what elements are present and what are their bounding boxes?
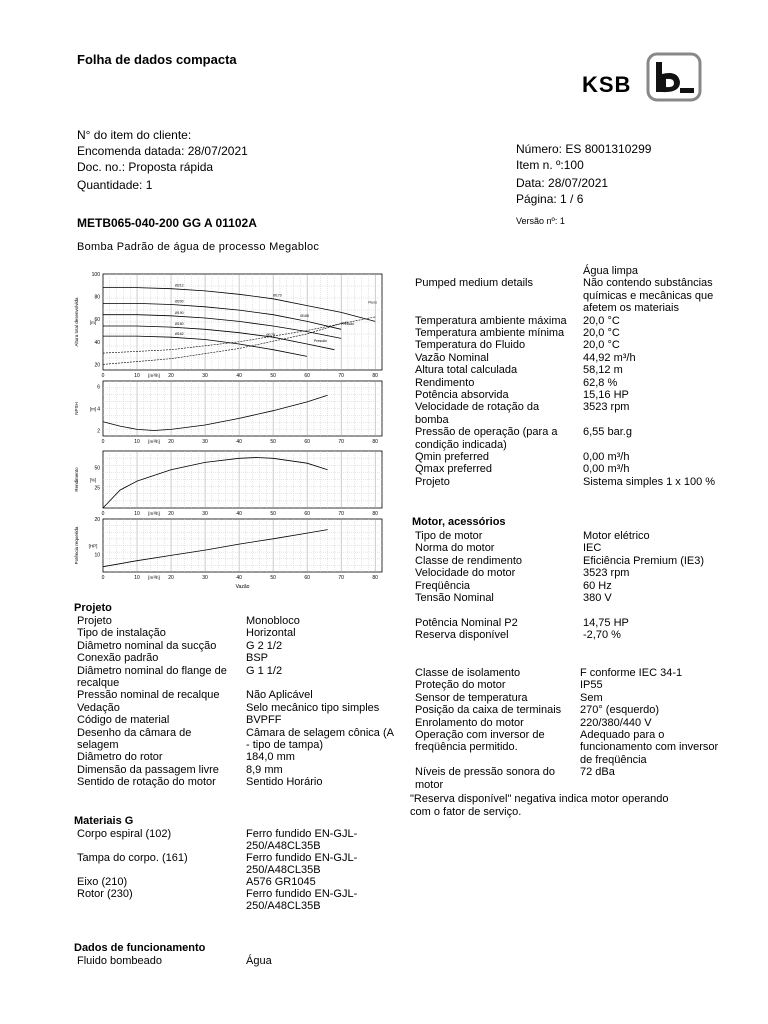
- row-value: 184,0 mm: [246, 751, 295, 764]
- row-value: Não contendo substâncias: [583, 277, 713, 290]
- x-tick-label: 80: [372, 439, 378, 445]
- y-axis-label: Altura total desenvolvida: [74, 297, 79, 347]
- materiais-table: [77, 828, 407, 923]
- row-value: 0,00 m³/h: [583, 451, 630, 463]
- row-label: Níveis de pressão sonora do: [415, 766, 556, 779]
- funcionamento-table: [77, 955, 407, 975]
- row-label: Vazão Nominal: [415, 351, 489, 364]
- curve-label: Ø178: [266, 333, 275, 338]
- row-label: condição indicada): [415, 438, 507, 451]
- x-unit-label: [m³/h]: [148, 439, 160, 444]
- y-tick-label: 50: [94, 465, 100, 472]
- x-tick-label: 60: [304, 511, 310, 517]
- row-label: Pumped medium details: [415, 277, 534, 290]
- logo-mark-icon: [644, 52, 704, 102]
- logo-text: KSB: [582, 72, 632, 97]
- row-label: Pressão de operação (para a: [415, 426, 558, 439]
- x-tick-label: 40: [236, 439, 242, 445]
- projeto-heading: Projeto: [74, 602, 112, 614]
- motor-table-1: [415, 530, 755, 610]
- x-tick-label: 30: [202, 373, 208, 379]
- item-no: Item n. º:100: [516, 158, 584, 172]
- chart-frame: [103, 519, 382, 572]
- row-label: Classe de isolamento: [415, 667, 521, 679]
- x-axis-label: Vazão: [235, 584, 250, 590]
- x-tick-label: 60: [304, 373, 310, 379]
- row-value: - tipo de tampa): [246, 739, 324, 751]
- row-label: Tensão Nominal: [415, 592, 494, 604]
- y-tick-label: 100: [91, 272, 100, 278]
- x-tick-label: 80: [372, 373, 378, 379]
- row-value: 20,0 °C: [583, 339, 620, 352]
- row-label: Freqüência: [415, 579, 471, 592]
- row-label: Pressão nominal de recalque: [77, 689, 220, 702]
- y-unit-label: [m]: [89, 406, 97, 412]
- doc-no: Doc. no.: Proposta rápida: [77, 160, 214, 174]
- y-axis-label: NPSH: [74, 402, 79, 415]
- y-axis-label: Rendimento: [74, 467, 79, 492]
- series-label: Ø212: [175, 283, 184, 288]
- x-tick-label: 70: [338, 575, 344, 581]
- x-tick-label: 30: [202, 575, 208, 581]
- motor-table-3: [415, 667, 755, 797]
- row-value: 72 dBa: [580, 766, 615, 779]
- x-tick-label: 0: [101, 373, 105, 379]
- motor-note-line1: "Reserva disponível" negativa indica motor operando: [410, 793, 669, 805]
- row-label: Eixo (210): [77, 876, 128, 888]
- quantity: Quantidade: 1: [77, 178, 153, 192]
- x-tick-label: 0: [101, 575, 105, 581]
- row-value: Sistema simples 1 x 100 %: [583, 475, 716, 488]
- x-tick-label: 10: [134, 439, 140, 445]
- x-unit-label: [m³/h]: [148, 373, 160, 378]
- motor-note: [410, 793, 669, 819]
- row-value: BVPFF: [246, 714, 282, 727]
- row-label: Fluido bombeado: [77, 955, 163, 967]
- row-value: IP55: [580, 679, 603, 692]
- y-tick-label: 80: [94, 294, 100, 301]
- row-value: Ferro fundido EN-GJL-: [246, 852, 358, 864]
- series-label: Ø180: [175, 322, 184, 327]
- row-value: 250/A48CL35B: [246, 840, 321, 852]
- row-label: Norma do motor: [415, 542, 495, 555]
- row-value: Ferro fundido EN-GJL-: [246, 888, 358, 900]
- row-label: bomba: [415, 413, 449, 426]
- x-unit-label: [m³/h]: [148, 511, 160, 516]
- system-curve-label: Pressão: [341, 321, 355, 326]
- y-tick-label: 4: [97, 406, 100, 413]
- row-value: Monobloco: [246, 615, 300, 627]
- page-title: Folha de dados compacta: [77, 52, 237, 67]
- row-value: 20,0 °C: [583, 314, 620, 327]
- row-label: Tipo de instalação: [77, 627, 166, 640]
- x-tick-label: 50: [270, 511, 276, 517]
- row-value: 250/A48CL35B: [246, 864, 321, 876]
- row-value: G 1 1/2: [246, 664, 283, 677]
- x-tick-label: 50: [270, 373, 276, 379]
- y-tick-label: 25: [94, 485, 100, 492]
- row-value: 58,12 m: [583, 364, 623, 377]
- y-unit-label: [m]: [89, 320, 97, 325]
- row-label: selagem: [77, 739, 119, 751]
- pump-subtitle: Bomba Padrão de água de processo Megabloc: [77, 241, 320, 253]
- header-right: [516, 141, 651, 207]
- series-label: Ø200: [175, 299, 184, 304]
- row-label: freqüência permitido.: [415, 741, 518, 754]
- x-tick-label: 0: [101, 511, 105, 517]
- series-line: [103, 395, 328, 430]
- motor-heading: Motor, acessórios: [412, 516, 506, 528]
- client-item: N° do item do cliente:: [77, 128, 192, 142]
- row-value: 380 V: [583, 592, 612, 604]
- row-label: Velocidade do motor: [415, 567, 516, 580]
- row-label: Corpo espiral (102): [77, 828, 172, 840]
- row-label: Diâmetro nominal da sucção: [77, 639, 217, 652]
- series-line: [103, 530, 328, 567]
- row-value: Eficiência Premium (IE3): [583, 554, 705, 567]
- row-label: Reserva disponível: [415, 629, 509, 642]
- row-label: Desenho da câmara de: [77, 726, 192, 739]
- header-left: [77, 127, 248, 193]
- x-tick-label: 50: [270, 575, 276, 581]
- date: Data: 28/07/2021: [516, 176, 609, 190]
- row-value: 0,00 m³/h: [583, 463, 630, 476]
- row-value: 8,9 mm: [246, 763, 283, 776]
- x-tick-label: 10: [134, 373, 140, 379]
- row-value: afetem os materiais: [583, 302, 679, 315]
- model-code: METB065-040-200 GG A 01102A: [77, 216, 257, 230]
- x-tick-label: 80: [372, 575, 378, 581]
- row-label: Proteção do motor: [415, 679, 506, 692]
- row-value: 3523 rpm: [583, 401, 630, 414]
- row-label: Posição da caixa de terminais: [415, 704, 562, 717]
- motor-table-2: [415, 617, 755, 647]
- order-date: Encomenda datada: 28/07/2021: [77, 144, 248, 158]
- row-value: 270° (esquerdo): [580, 704, 660, 717]
- x-tick-label: 30: [202, 439, 208, 445]
- row-value: Câmara de selagem cônica (A: [246, 726, 394, 739]
- row-label: Operação com inversor de: [415, 729, 545, 741]
- number: Número: ES 8001310299: [516, 142, 652, 156]
- curve-label: Ø168: [300, 313, 309, 318]
- row-label: Conexão padrão: [77, 652, 159, 665]
- row-label: Sensor de temperatura: [415, 691, 528, 704]
- row-label: Sentido de rotação do motor: [77, 776, 216, 789]
- row-label: Classe de rendimento: [415, 554, 523, 567]
- row-value: Horizontal: [246, 627, 296, 640]
- medium-data-table: [415, 265, 755, 495]
- row-value: 20,0 °C: [583, 327, 620, 339]
- x-tick-label: 20: [168, 511, 174, 517]
- row-value: de freqüência: [580, 753, 647, 766]
- series-label: Ø162: [175, 332, 184, 337]
- row-value: 3523 rpm: [583, 567, 630, 580]
- row-value: F conforme IEC 34-1: [580, 667, 683, 679]
- y-axis-label: Potência requerida: [74, 526, 79, 565]
- row-value: 15,16 HP: [583, 389, 629, 401]
- system-curve-label: Pressão: [313, 338, 327, 343]
- row-value: Ferro fundido EN-GJL-: [246, 828, 358, 840]
- x-tick-label: 20: [168, 575, 174, 581]
- row-label: Diâmetro do rotor: [77, 751, 163, 764]
- row-label: Projeto: [415, 475, 450, 488]
- y-tick-label: 10: [94, 552, 100, 559]
- row-value: 6,55 bar.g: [583, 426, 632, 439]
- x-tick-label: 70: [338, 439, 344, 445]
- row-label: motor: [415, 778, 444, 791]
- x-tick-label: 0: [101, 439, 105, 445]
- row-label: Potência Nominal P2: [415, 617, 518, 629]
- projeto-table: [77, 615, 407, 795]
- ksb-logo: [582, 52, 704, 102]
- series-label: Ø190: [175, 310, 184, 315]
- row-value: Motor elétrico: [583, 530, 650, 542]
- row-value: 60 Hz: [583, 579, 612, 592]
- x-tick-label: 70: [338, 511, 344, 517]
- y-tick-label: 20: [94, 362, 100, 369]
- row-label: Dimensão da passagem livre: [77, 763, 219, 776]
- row-label: Enrolamento do motor: [415, 716, 524, 729]
- row-label: Código de material: [77, 714, 170, 727]
- row-label: Diâmetro nominal do flange de: [77, 664, 227, 677]
- row-value: G 2 1/2: [246, 639, 283, 652]
- funcionamento-heading: Dados de funcionamento: [74, 942, 206, 954]
- curve-label: Ø170: [273, 293, 282, 298]
- row-label: Rotor (230): [77, 888, 133, 900]
- row-value: químicas e mecânicas que: [583, 289, 714, 302]
- chart-frame: [103, 381, 382, 436]
- row-label: Projeto: [77, 615, 112, 627]
- x-tick-label: 50: [270, 439, 276, 445]
- x-tick-label: 30: [202, 511, 208, 517]
- x-tick-label: 10: [134, 511, 140, 517]
- y-unit-label: [HP]: [88, 543, 98, 549]
- row-value: Adequado para o: [580, 729, 665, 741]
- y-unit-label: [%]: [89, 477, 97, 483]
- row-value: 62,8 %: [583, 376, 618, 389]
- y-tick-label: 40: [94, 339, 100, 346]
- row-label: recalque: [77, 677, 120, 689]
- row-value: funcionamento com inversor: [580, 741, 719, 754]
- row-label: Temperatura do Fluido: [415, 339, 526, 352]
- row-label: Tipo de motor: [415, 530, 483, 542]
- row-value: 44,92 m³/h: [583, 351, 636, 364]
- row-label: Potência absorvida: [415, 389, 509, 401]
- row-label: Altura total calculada: [415, 364, 518, 377]
- row-value: Água limpa: [583, 265, 639, 277]
- row-value: -2,70 %: [583, 629, 621, 642]
- row-label: Vedação: [77, 701, 120, 714]
- page-number: Página: 1 / 6: [516, 192, 584, 206]
- y-tick-label: 60: [94, 317, 100, 324]
- motor-note-line2: com o fator de serviço.: [410, 806, 522, 818]
- chart-frame: [103, 451, 382, 508]
- row-value: Sentido Horário: [246, 776, 323, 789]
- row-value: IEC: [583, 542, 602, 555]
- x-tick-label: 60: [304, 575, 310, 581]
- row-label: Rendimento: [415, 376, 475, 389]
- version: Versão nº: 1: [516, 216, 565, 226]
- x-tick-label: 60: [304, 439, 310, 445]
- x-tick-label: 10: [134, 575, 140, 581]
- x-tick-label: 80: [372, 511, 378, 517]
- row-label: Temperatura ambiente máxima: [415, 314, 567, 327]
- x-tick-label: 40: [236, 575, 242, 581]
- materiais-heading: Materiais G: [74, 815, 134, 827]
- row-label: Qmax preferred: [415, 463, 493, 476]
- x-tick-label: 40: [236, 511, 242, 517]
- row-value: Água: [246, 955, 272, 967]
- x-unit-label: [m³/h]: [148, 575, 160, 580]
- row-value: Não Aplicável: [246, 689, 313, 702]
- row-label: Temperatura ambiente mínima: [415, 327, 565, 339]
- y-tick-label: 6: [97, 384, 100, 391]
- row-value: 250/A48CL35B: [246, 900, 321, 912]
- y-tick-label: 2: [97, 428, 100, 435]
- row-value: A576 GR1045: [246, 876, 316, 888]
- row-value: BSP: [246, 652, 269, 665]
- performance-charts: [60, 268, 400, 598]
- row-label: Tampa do corpo. (161): [77, 852, 188, 864]
- x-tick-label: 40: [236, 373, 242, 379]
- x-tick-label: 20: [168, 439, 174, 445]
- series-line: [103, 315, 341, 339]
- system-curve-label: Fluxo: [368, 300, 377, 305]
- x-tick-label: 70: [338, 373, 344, 379]
- row-label: Qmin preferred: [415, 451, 489, 463]
- y-tick-label: 20: [94, 517, 100, 523]
- row-value: 14,75 HP: [583, 617, 629, 629]
- row-value: Sem: [580, 691, 603, 704]
- row-value: 220/380/440 V: [580, 716, 652, 729]
- x-tick-label: 20: [168, 373, 174, 379]
- row-label: Velocidade de rotação da: [415, 401, 540, 414]
- row-value: Selo mecânico tipo simples: [246, 701, 380, 714]
